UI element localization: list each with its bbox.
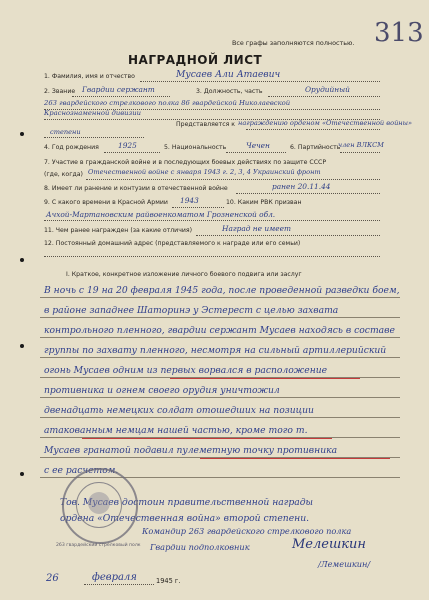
field-line (246, 129, 380, 130)
official-stamp (62, 468, 138, 544)
field-value-position: Орудийный (305, 85, 350, 94)
field-value-nationality: Чечен (246, 141, 270, 150)
feat-line: группы по захвату пленного, несмотря на сильный артиллерийский (44, 345, 387, 356)
date-year: 1945 г. (156, 577, 181, 585)
field-value-name: Мусаев Али Атаевич (176, 69, 281, 80)
field-value-degree: степени (50, 128, 81, 136)
field-line (140, 81, 380, 82)
ruled-line (40, 317, 400, 318)
feat-line: В ночь с 19 на 20 февраля 1945 года, после проведенной разведки боем, (44, 285, 400, 296)
field-line (104, 152, 160, 153)
fill-note: Все графы заполняются полностью. (232, 39, 355, 47)
field-value-rvk: Ачхой-Мартановским райвоенкоматом Грозненской обл. (46, 210, 276, 219)
punch-hole (20, 258, 24, 262)
field-line (172, 207, 224, 208)
ruled-line (40, 357, 400, 358)
field-value-wounds: ранен 20.11.44 (272, 182, 331, 191)
ruled-line (40, 417, 400, 418)
field-label-awards: 11. Чем ранее награжден (за какие отличия) (44, 227, 193, 234)
archive-number: 313 (374, 18, 424, 48)
feat-heading: I. Краткое, конкретное изложение личного боевого подвига или заслуг (66, 271, 302, 278)
field-line (340, 152, 380, 153)
field-label-address: 12. Постоянный домашний адрес (представляемого к награде или его семьи) (44, 240, 301, 247)
field-label-rank: 2. Звание (44, 88, 76, 95)
field-value-birthyear: 1925 (118, 141, 137, 150)
feat-line: атакованным немцам нашей частью, кроме того т. (44, 425, 308, 436)
field-line (44, 137, 144, 138)
field-value-war: Отечественной войне с января 1943 г. 2, 3, 4 Украинский фронт (88, 168, 321, 176)
page-title: НАГРАДНОЙ ЛИСТ (128, 53, 263, 67)
date-line (84, 584, 154, 585)
field-label-position: 3. Должность, часть (196, 88, 263, 95)
ruled-line (40, 337, 400, 338)
date-month: февраля (92, 572, 137, 583)
field-line (268, 96, 380, 97)
field-value-rank: Гвардии сержант (82, 85, 155, 94)
field-label-wounds: 8. Имеет ли ранение и контузии в отечественной войне (44, 185, 228, 192)
field-label-army-since: 9. С какого времени в Красной Армии (44, 199, 168, 206)
ruled-line (40, 397, 400, 398)
field-label-rvk: 10. Каким РВК призван (226, 199, 302, 206)
field-line (72, 96, 170, 97)
stamp-text: 263 гвардейский стрелковый полк (56, 543, 141, 548)
field-label-party: 6. Партийность (290, 144, 341, 151)
field-value-awards: Наград не имеет (222, 224, 291, 233)
red-underline (200, 458, 390, 459)
field-label-where: (где, когда) (44, 171, 83, 178)
ruled-line (40, 297, 400, 298)
field-line (226, 152, 286, 153)
field-value-army-since: 1943 (180, 196, 199, 205)
feat-line: двенадцать немецких солдат отошедших на позиции (44, 405, 314, 416)
feat-line: Тов. Мусаев достоин правительственной награды (60, 497, 314, 508)
field-label-civil-war: 7. Участие в гражданской войне и в последующих боевых действиях по защите СССР (44, 159, 327, 166)
field-line (236, 193, 380, 194)
field-value-unit: 263 гвардейского стрелкового полка 86 гвардейской Николаевской (44, 99, 291, 107)
field-value-presented: награждению орденом «Отечественной войны» (238, 119, 413, 127)
field-line (86, 179, 380, 180)
feat-line: ордена «Отечественная война» второй степени. (60, 513, 310, 524)
punch-hole (20, 132, 24, 136)
field-value-unit-cont: Краснознаменной дивизии (44, 109, 141, 117)
feat-line: с ее расчетом. (44, 465, 119, 476)
red-underline (82, 438, 332, 439)
punch-hole (20, 472, 24, 476)
field-line (44, 220, 380, 221)
feat-line: Мусаев гранатой подавил пулеметную точку противника (44, 445, 338, 456)
field-label-nationality: 5. Национальность (164, 144, 227, 151)
signature-rank: Гвардии подполковник (150, 542, 250, 552)
signature-surname: /Лемешкин/ (318, 559, 371, 569)
punch-hole (20, 344, 24, 348)
field-label-birthyear: 4. Год рождения (44, 144, 99, 151)
field-line (44, 256, 380, 257)
feat-line: в районе западнее Шаторинэ у Эстерест с целью захвата (44, 305, 339, 316)
field-line (196, 235, 380, 236)
signature-mark: Мелешкин (292, 537, 366, 552)
red-underline (170, 378, 360, 379)
field-label-name: 1. Фамилия, имя и отчество (44, 73, 135, 80)
feat-line: огонь Мусаев одним из первых ворвался в расположение (44, 365, 328, 376)
field-value-party: член ВЛКСМ (338, 141, 384, 149)
feat-line: контрольного пленного, гвардии сержант Мусаев находясь в составе (44, 325, 395, 336)
field-label-presented: Представляется к (176, 121, 236, 128)
feat-line: противника и огнем своего орудия уничтожил (44, 385, 280, 396)
date-day: 26 (46, 573, 59, 584)
signature-commander: Командир 263 гвардейского стрелкового полка (142, 526, 352, 536)
